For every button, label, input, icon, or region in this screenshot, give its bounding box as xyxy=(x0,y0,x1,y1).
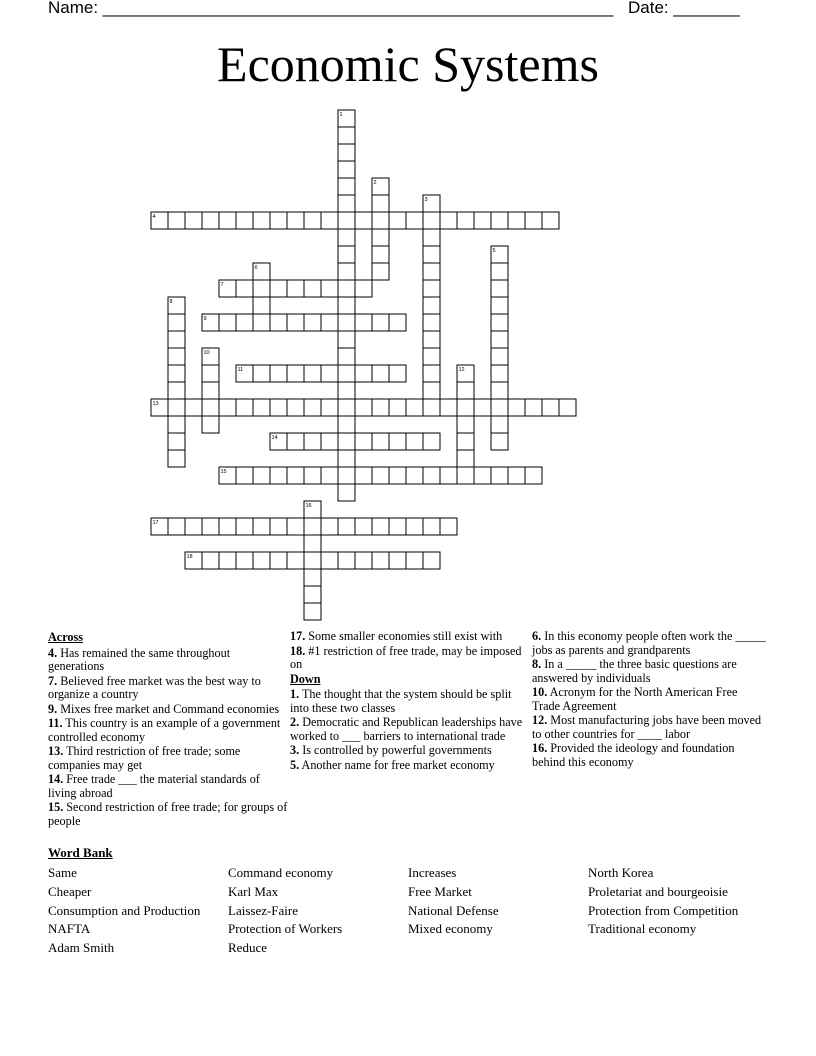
grid-cell[interactable] xyxy=(338,229,355,246)
grid-cell[interactable] xyxy=(253,552,270,569)
grid-cell[interactable] xyxy=(270,314,287,331)
grid-cell[interactable] xyxy=(389,518,406,535)
grid-cell[interactable] xyxy=(440,399,457,416)
grid-cell[interactable] xyxy=(321,518,338,535)
grid-cell[interactable] xyxy=(457,399,474,416)
clue-down-1: 1. The thought that the system should be split into these two classes xyxy=(290,687,512,715)
grid-cell[interactable] xyxy=(168,348,185,365)
grid-cell[interactable] xyxy=(406,518,423,535)
grid-cell[interactable] xyxy=(219,399,236,416)
grid-cell[interactable] xyxy=(270,552,287,569)
grid-cell[interactable] xyxy=(389,212,406,229)
grid-cell[interactable] xyxy=(457,467,474,484)
word-bank-item: Consumption and Production xyxy=(48,902,201,918)
grid-cell[interactable] xyxy=(423,297,440,314)
grid-cell[interactable] xyxy=(355,433,372,450)
grid-cell[interactable] xyxy=(423,518,440,535)
grid-cell[interactable] xyxy=(168,382,185,399)
grid-cell[interactable] xyxy=(423,382,440,399)
grid-cell[interactable] xyxy=(321,467,338,484)
grid-cell[interactable] xyxy=(270,365,287,382)
grid-cell[interactable] xyxy=(457,433,474,450)
grid-cell[interactable] xyxy=(185,518,202,535)
grid-cell[interactable] xyxy=(321,433,338,450)
grid-cell[interactable] xyxy=(321,399,338,416)
grid-cell[interactable] xyxy=(542,399,559,416)
grid-cell[interactable] xyxy=(270,518,287,535)
grid-cell[interactable] xyxy=(338,518,355,535)
grid-cell[interactable] xyxy=(321,280,338,297)
grid-cell[interactable] xyxy=(321,365,338,382)
grid-cell[interactable] xyxy=(253,467,270,484)
grid-cell[interactable] xyxy=(389,433,406,450)
grid-cell[interactable] xyxy=(423,212,440,229)
grid-cell[interactable] xyxy=(270,399,287,416)
clue-number-15: 15 xyxy=(220,469,227,475)
word-bank-column-3 xyxy=(408,864,499,939)
grid-cell[interactable] xyxy=(338,144,355,161)
grid-cell[interactable] xyxy=(253,280,270,297)
grid-cell[interactable] xyxy=(304,603,321,620)
grid-cell[interactable] xyxy=(338,484,355,501)
grid-cell[interactable] xyxy=(508,467,525,484)
grid-cell[interactable] xyxy=(423,263,440,280)
clue-across-17: 17. Some smaller economies still exist with xyxy=(290,629,503,643)
grid-cell[interactable] xyxy=(423,467,440,484)
grid-cell[interactable] xyxy=(338,212,355,229)
clue-number-1: 1 xyxy=(339,112,343,118)
grid-cell[interactable] xyxy=(491,382,508,399)
word-bank-item: Traditional economy xyxy=(588,921,697,937)
clue-number-8: 8 xyxy=(169,299,173,305)
grid-cell[interactable] xyxy=(287,212,304,229)
across-heading: Across xyxy=(48,630,83,644)
grid-cell[interactable] xyxy=(304,467,321,484)
grid-cell[interactable] xyxy=(236,212,253,229)
grid-cell[interactable] xyxy=(491,348,508,365)
word-bank-item: NAFTA xyxy=(48,921,91,937)
word-bank-item: Adam Smith xyxy=(48,940,115,956)
grid-cell[interactable] xyxy=(423,552,440,569)
grid-cell[interactable] xyxy=(423,433,440,450)
word-bank-title: Word Bank xyxy=(48,845,113,860)
grid-cell[interactable] xyxy=(457,416,474,433)
grid-cell[interactable] xyxy=(253,297,270,314)
grid-cell[interactable] xyxy=(219,552,236,569)
grid-cell[interactable] xyxy=(372,246,389,263)
grid-cell[interactable] xyxy=(338,399,355,416)
grid-cell[interactable] xyxy=(287,399,304,416)
grid-cell[interactable] xyxy=(202,518,219,535)
grid-cell[interactable] xyxy=(338,450,355,467)
grid-cell[interactable] xyxy=(372,229,389,246)
grid-cell[interactable] xyxy=(287,280,304,297)
word-bank-item: North Korea xyxy=(588,865,654,880)
grid-cell[interactable] xyxy=(304,433,321,450)
word-bank-item: Mixed economy xyxy=(408,921,493,937)
grid-cell[interactable] xyxy=(236,518,253,535)
grid-cell[interactable] xyxy=(202,212,219,229)
grid-cell[interactable] xyxy=(559,399,576,416)
clue-number-10: 10 xyxy=(203,350,210,356)
grid-cell[interactable] xyxy=(338,416,355,433)
word-bank-item: Reduce xyxy=(228,940,267,956)
grid-cell[interactable] xyxy=(389,399,406,416)
grid-cell[interactable] xyxy=(423,314,440,331)
grid-cell[interactable] xyxy=(304,399,321,416)
grid-cell[interactable] xyxy=(338,127,355,144)
grid-cell[interactable] xyxy=(389,314,406,331)
clue-down-3: 3. Is controlled by powerful governments xyxy=(290,743,492,757)
grid-cell[interactable] xyxy=(355,518,372,535)
grid-cell[interactable] xyxy=(491,433,508,450)
grid-cell[interactable] xyxy=(355,280,372,297)
name-field[interactable]: Name: ______________________________________________________ xyxy=(48,0,614,17)
grid-cell[interactable] xyxy=(236,552,253,569)
grid-cell[interactable] xyxy=(338,246,355,263)
grid-cell[interactable] xyxy=(491,297,508,314)
clue-down-5: 5. Another name for free market economy xyxy=(290,757,495,772)
grid-cell[interactable] xyxy=(168,433,185,450)
clue-number-2: 2 xyxy=(373,180,377,186)
grid-cell[interactable] xyxy=(457,382,474,399)
grid-cell[interactable] xyxy=(168,331,185,348)
clue-number-16: 16 xyxy=(305,503,312,509)
clue-across-18: 18. #1 restriction of free trade, may be imposed on xyxy=(290,643,522,671)
clue-number-4: 4 xyxy=(152,214,156,220)
grid-cell[interactable] xyxy=(457,212,474,229)
grid-cell[interactable] xyxy=(253,518,270,535)
grid-cell[interactable] xyxy=(406,433,423,450)
grid-cell[interactable] xyxy=(491,314,508,331)
grid-cell[interactable] xyxy=(270,467,287,484)
grid-cell[interactable] xyxy=(423,331,440,348)
grid-cell[interactable] xyxy=(253,365,270,382)
grid-cell[interactable] xyxy=(338,433,355,450)
grid-cell[interactable] xyxy=(304,518,321,535)
grid-cell[interactable] xyxy=(338,348,355,365)
grid-cell[interactable] xyxy=(406,552,423,569)
word-bank-item: National Defense xyxy=(408,902,499,918)
grid-cell[interactable] xyxy=(372,399,389,416)
grid-cell[interactable] xyxy=(355,399,372,416)
grid-cell[interactable] xyxy=(168,399,185,416)
grid-cell[interactable] xyxy=(491,331,508,348)
grid-cell[interactable] xyxy=(338,467,355,484)
grid-cell[interactable] xyxy=(236,280,253,297)
grid-cell[interactable] xyxy=(491,399,508,416)
grid-cell[interactable] xyxy=(287,552,304,569)
grid-cell[interactable] xyxy=(338,263,355,280)
grid-cell[interactable] xyxy=(202,365,219,382)
word-bank-item: Command economy xyxy=(228,865,334,880)
grid-cell[interactable] xyxy=(389,467,406,484)
word-bank-item: Proletariat and bourgeoisie xyxy=(588,883,728,899)
grid-cell[interactable] xyxy=(236,314,253,331)
grid-cell[interactable] xyxy=(406,212,423,229)
grid-cell[interactable] xyxy=(474,467,491,484)
grid-cell[interactable] xyxy=(474,212,491,229)
clue-number-3: 3 xyxy=(424,197,428,203)
grid-cell[interactable] xyxy=(474,399,491,416)
clue-number-11: 11 xyxy=(237,367,244,373)
grid-cell[interactable] xyxy=(423,246,440,263)
clue-across-13: 13. Third restriction of free trade; some companies may get xyxy=(48,744,241,772)
grid-cell[interactable] xyxy=(491,467,508,484)
grid-cell[interactable] xyxy=(355,365,372,382)
grid-cell[interactable] xyxy=(423,280,440,297)
clue-number-6: 6 xyxy=(254,265,258,271)
grid-cell[interactable] xyxy=(355,552,372,569)
grid-cell[interactable] xyxy=(372,314,389,331)
grid-cell[interactable] xyxy=(304,586,321,603)
clues-column-3 xyxy=(532,630,768,770)
grid-cell[interactable] xyxy=(372,212,389,229)
clue-across-15: 15. Second restriction of free trade; for groups of people xyxy=(48,800,288,828)
grid-cell[interactable] xyxy=(338,382,355,399)
grid-cell[interactable] xyxy=(389,365,406,382)
grid-cell[interactable] xyxy=(355,212,372,229)
grid-cell[interactable] xyxy=(491,416,508,433)
grid-cell[interactable] xyxy=(372,433,389,450)
clue-number-12: 12 xyxy=(458,367,465,373)
clue-down-10: 10. Acronym for the North American Free Trade Agreement xyxy=(532,685,738,713)
grid-cell[interactable] xyxy=(525,212,542,229)
grid-cell[interactable] xyxy=(287,314,304,331)
word-bank-item: Laissez-Faire xyxy=(228,902,299,918)
grid-cell[interactable] xyxy=(253,399,270,416)
grid-cell[interactable] xyxy=(338,161,355,178)
grid-cell[interactable] xyxy=(372,195,389,212)
grid-cell[interactable] xyxy=(185,399,202,416)
grid-cell[interactable] xyxy=(338,365,355,382)
grid-cell[interactable] xyxy=(253,212,270,229)
down-heading: Down xyxy=(290,671,321,686)
grid-cell[interactable] xyxy=(304,280,321,297)
clue-number-14: 14 xyxy=(271,435,278,441)
grid-cell[interactable] xyxy=(423,348,440,365)
grid-cell[interactable] xyxy=(406,467,423,484)
grid-cell[interactable] xyxy=(440,518,457,535)
grid-cell[interactable] xyxy=(304,314,321,331)
clue-across-4: 4. Has remained the same throughout generations xyxy=(48,645,231,673)
grid-cell[interactable] xyxy=(338,552,355,569)
grid-cell[interactable] xyxy=(321,552,338,569)
grid-cell[interactable] xyxy=(491,263,508,280)
clue-down-8: 8. In a _____ the three basic questions are answered by individuals xyxy=(532,657,737,685)
grid-cell[interactable] xyxy=(338,280,355,297)
clues-column-1 xyxy=(48,630,288,829)
grid-cell[interactable] xyxy=(372,263,389,280)
clue-down-6: 6. In this economy people often work the _____ jobs as parents and grandparents xyxy=(532,629,766,657)
grid-cell[interactable] xyxy=(168,365,185,382)
word-bank-item: Same xyxy=(48,865,77,880)
grid-cell[interactable] xyxy=(508,399,525,416)
grid-cell[interactable] xyxy=(270,280,287,297)
grid-cell[interactable] xyxy=(287,518,304,535)
word-bank-column-4 xyxy=(588,864,738,939)
grid-cell[interactable] xyxy=(542,212,559,229)
grid-cell[interactable] xyxy=(168,212,185,229)
grid-cell[interactable] xyxy=(423,365,440,382)
clue-down-16: 16. Provided the ideology and foundation behind this economy xyxy=(532,741,735,769)
grid-cell[interactable] xyxy=(525,399,542,416)
grid-cell[interactable] xyxy=(168,314,185,331)
word-bank-column-1 xyxy=(48,864,200,958)
word-bank-item: Increases xyxy=(408,865,457,880)
date-field[interactable]: Date: _______ xyxy=(628,0,740,17)
clue-number-18: 18 xyxy=(186,554,193,560)
grid-cell[interactable] xyxy=(219,314,236,331)
grid-cell[interactable] xyxy=(236,399,253,416)
grid-cell[interactable] xyxy=(168,416,185,433)
clue-number-5: 5 xyxy=(492,248,496,254)
clue-down-2: 2. Democratic and Republican leaderships have worked to ___ barriers to international trade xyxy=(290,715,523,743)
grid-cell[interactable] xyxy=(389,552,406,569)
word-bank-item: Protection from Competition xyxy=(588,902,739,918)
word-bank-column-2 xyxy=(228,864,342,958)
grid-cell[interactable] xyxy=(372,518,389,535)
clue-across-7: 7. Believed free market was the best way to organize a country xyxy=(48,673,261,701)
page-title: Economic Systems xyxy=(217,36,599,92)
clue-across-9: 9. Mixes free market and Command economies xyxy=(48,701,280,716)
grid-cell[interactable] xyxy=(457,450,474,467)
word-bank-item: Karl Max xyxy=(228,883,279,899)
grid-cell[interactable] xyxy=(525,467,542,484)
word-bank-item: Free Market xyxy=(408,883,472,899)
grid-cell[interactable] xyxy=(372,467,389,484)
grid-cell[interactable] xyxy=(304,569,321,586)
grid-cell[interactable] xyxy=(372,552,389,569)
grid-cell[interactable] xyxy=(304,212,321,229)
grid-cell[interactable] xyxy=(185,212,202,229)
grid-cell[interactable] xyxy=(491,280,508,297)
grid-cell[interactable] xyxy=(440,467,457,484)
grid-cell[interactable] xyxy=(338,314,355,331)
grid-cell[interactable] xyxy=(219,212,236,229)
grid-cell[interactable] xyxy=(304,552,321,569)
grid-cell[interactable] xyxy=(287,433,304,450)
grid-cell[interactable] xyxy=(491,212,508,229)
grid-cell[interactable] xyxy=(219,518,236,535)
grid-cell[interactable] xyxy=(440,212,457,229)
grid-cell[interactable] xyxy=(338,297,355,314)
grid-cell[interactable] xyxy=(253,314,270,331)
grid-cell[interactable] xyxy=(202,382,219,399)
clue-number-17: 17 xyxy=(152,520,159,526)
grid-cell[interactable] xyxy=(202,552,219,569)
grid-cell[interactable] xyxy=(202,416,219,433)
grid-cell[interactable] xyxy=(321,314,338,331)
grid-cell[interactable] xyxy=(406,399,423,416)
grid-cell[interactable] xyxy=(168,450,185,467)
clue-number-9: 9 xyxy=(203,316,207,322)
clue-across-14: 14. Free trade ___ the material standards of living abroad xyxy=(48,772,260,800)
word-bank-item: Protection of Workers xyxy=(228,921,343,937)
grid-cell[interactable] xyxy=(423,229,440,246)
grid-cell[interactable] xyxy=(202,399,219,416)
grid-cell[interactable] xyxy=(355,314,372,331)
grid-cell[interactable] xyxy=(321,212,338,229)
grid-cell[interactable] xyxy=(338,195,355,212)
clues-column-2 xyxy=(290,630,530,773)
grid-cell[interactable] xyxy=(304,365,321,382)
grid-cell[interactable] xyxy=(287,365,304,382)
grid-cell[interactable] xyxy=(491,365,508,382)
clue-number-7: 7 xyxy=(220,282,224,288)
grid-cell[interactable] xyxy=(287,467,304,484)
grid-cell[interactable] xyxy=(236,467,253,484)
grid-cell[interactable] xyxy=(270,212,287,229)
word-bank-item: Cheaper xyxy=(48,883,92,899)
grid-cell[interactable] xyxy=(168,518,185,535)
clue-number-13: 13 xyxy=(152,401,159,407)
grid-cell[interactable] xyxy=(372,365,389,382)
clue-down-12: 12. Most manufacturing jobs have been moved to other countries for ____ labor xyxy=(532,713,762,741)
grid-cell[interactable] xyxy=(423,399,440,416)
grid-cell[interactable] xyxy=(304,535,321,552)
grid-cell[interactable] xyxy=(338,331,355,348)
grid-cell[interactable] xyxy=(338,178,355,195)
grid-cell[interactable] xyxy=(508,212,525,229)
clue-across-11: 11. This country is an example of a government controlled economy xyxy=(48,716,281,744)
grid-cell[interactable] xyxy=(355,467,372,484)
